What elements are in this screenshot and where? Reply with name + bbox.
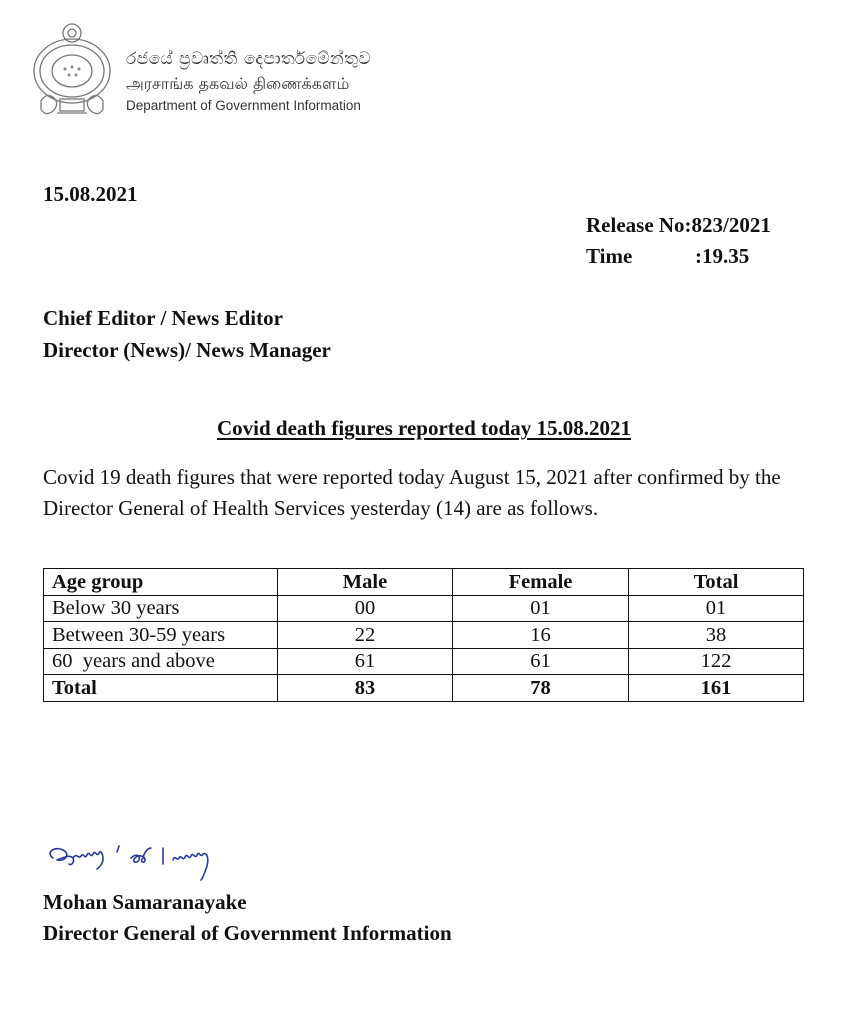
- cell-female: 01: [453, 595, 629, 622]
- cell-female: 16: [453, 622, 629, 649]
- cell-age-group: Below 30 years: [44, 595, 278, 622]
- release-number: Release No:823/2021: [586, 213, 771, 237]
- org-name-english: Department of Government Information: [126, 98, 361, 113]
- table-header-row: [44, 569, 804, 596]
- cell-total: 01: [629, 595, 804, 622]
- cell-age-group: Between 30-59 years: [44, 622, 278, 649]
- org-name-sinhala: රජයේ ප්‍රවෘත්ති දෙපාර්තමේන්තුව: [126, 49, 372, 69]
- recipient-line: Chief Editor / News Editor: [43, 306, 283, 330]
- cell-total: 122: [629, 648, 804, 675]
- header-age-group: Age group: [44, 569, 278, 596]
- recipient-line: Director (News)/ News Manager: [43, 338, 331, 362]
- total-label: Total: [44, 675, 278, 702]
- header-total: Total: [629, 569, 804, 596]
- header-male: Male: [278, 569, 453, 596]
- cell-age-group: 60 years and above: [44, 648, 278, 675]
- body-paragraph: Covid 19 death figures that were reported today August 15, 2021 after confirmed by the Director General of Health Services yesterday (14) are as follows.: [43, 465, 781, 520]
- signatory-name: Mohan Samaranayake: [43, 890, 247, 914]
- time-value: :19.35: [695, 244, 750, 268]
- death-figures-table: [43, 568, 804, 702]
- table-row: [44, 648, 804, 675]
- org-name-tamil: அரசாங்க தகவல் திணைக்களம்: [126, 74, 350, 93]
- total-all: 161: [629, 675, 804, 702]
- release-date: 15.08.2021: [43, 182, 138, 206]
- cell-male: 61: [278, 648, 453, 675]
- document-title: Covid death figures reported today 15.08.2021: [217, 416, 631, 440]
- table-row: [44, 595, 804, 622]
- cell-female: 61: [453, 648, 629, 675]
- cell-male: 00: [278, 595, 453, 622]
- handwritten-signature: [43, 838, 273, 888]
- header-female: Female: [453, 569, 629, 596]
- cell-male: 22: [278, 622, 453, 649]
- signatory-title: Director General of Government Information: [43, 921, 452, 945]
- table-total-row: [44, 675, 804, 702]
- time-label: Time: [586, 244, 633, 268]
- sri-lanka-emblem-icon: [27, 19, 117, 121]
- total-male: 83: [278, 675, 453, 702]
- table-row: [44, 622, 804, 649]
- cell-total: 38: [629, 622, 804, 649]
- total-female: 78: [453, 675, 629, 702]
